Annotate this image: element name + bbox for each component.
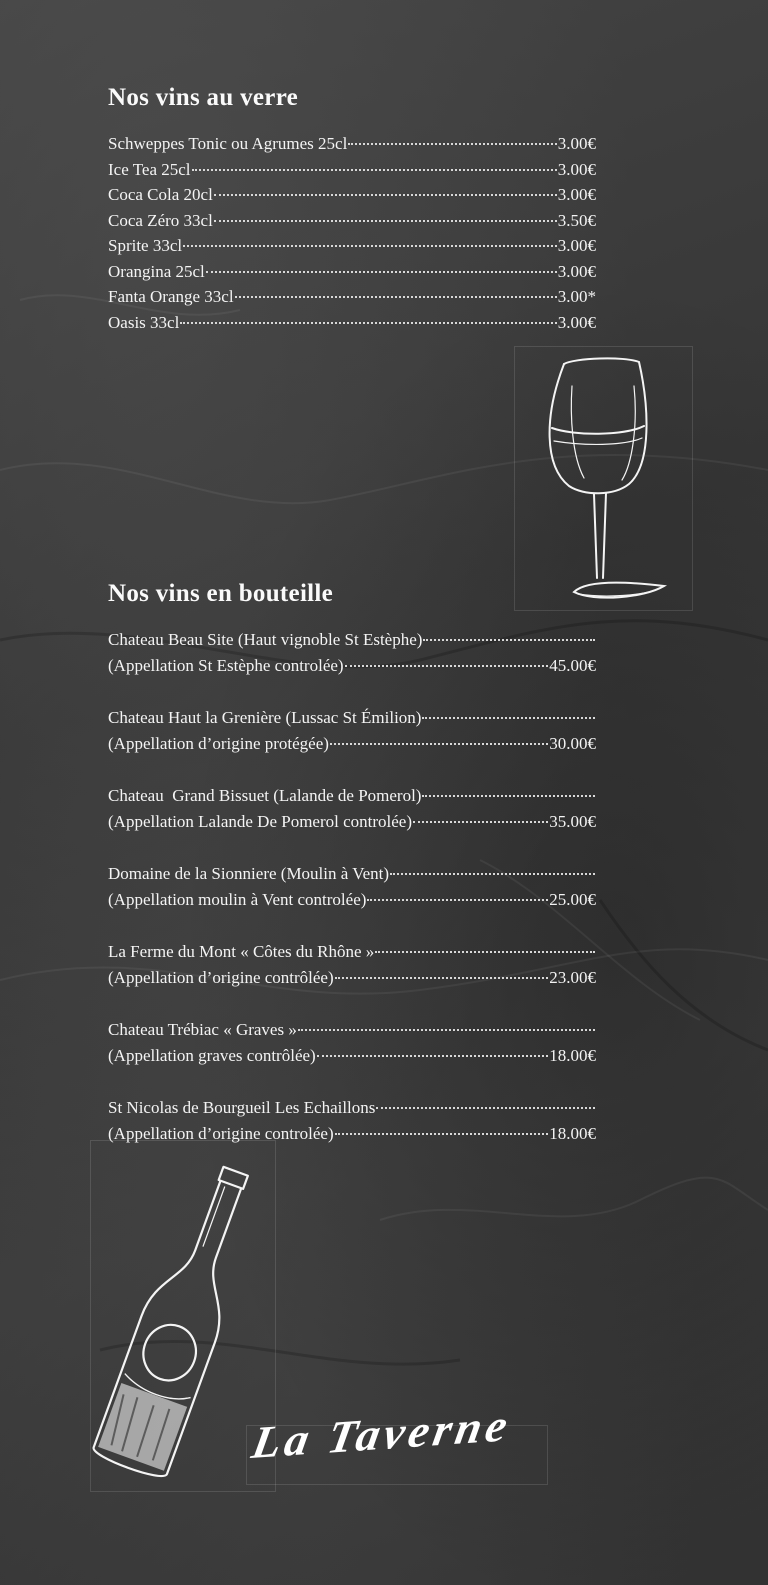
wine-appellation: (Appellation graves contrôlée)	[108, 1046, 316, 1065]
wine-price: 18.00€	[549, 1124, 596, 1143]
wine-name: Chateau Beau Site (Haut vignoble St Estèphe)	[108, 630, 423, 649]
item-label: Oasis 33cl	[108, 312, 180, 332]
bottle-item	[108, 1017, 596, 1069]
glass-item	[108, 182, 596, 208]
dot-leader	[214, 220, 557, 222]
bottle-section-title: Nos vins en bouteille	[108, 580, 334, 607]
wine-price: 45.00€	[549, 656, 596, 675]
item-label: Schweppes Tonic ou Agrumes 25cl	[108, 134, 348, 153]
wine-name: Chateau Haut la Grenière (Lussac St Émilion)	[108, 708, 422, 727]
glass-section-title: Nos vins au verre	[108, 84, 299, 111]
dot-leader	[335, 977, 549, 979]
wine-name: La Ferme du Mont « Côtes du Rhône »	[108, 942, 375, 961]
dot-leader	[183, 245, 557, 247]
item-price: 3.00€	[557, 312, 596, 332]
wine-appellation-line	[108, 1043, 596, 1069]
wine-appellation-line	[108, 731, 596, 757]
glass-menu-list	[108, 131, 596, 335]
bottle-item	[108, 705, 596, 757]
item-price: 3.00€	[557, 159, 596, 179]
bottle-item	[108, 783, 596, 835]
bottle-item	[108, 861, 596, 913]
item-price: 3.00€	[557, 261, 596, 281]
item-price: 3.00€	[557, 185, 596, 204]
wine-name-line	[108, 783, 596, 809]
glass-item	[108, 157, 596, 183]
bottle-item	[108, 627, 596, 679]
dot-leader	[348, 143, 556, 145]
wine-glass-icon	[514, 346, 694, 612]
glass-item	[108, 284, 596, 310]
wine-price: 23.00€	[549, 968, 596, 987]
wine-appellation: (Appellation d’origine protégée)	[108, 734, 329, 753]
wine-appellation: (Appellation St Estèphe controlée)	[108, 656, 344, 675]
wine-price: 18.00€	[549, 1046, 596, 1065]
wine-appellation: (Appellation Lalande De Pomerol controlée)	[108, 812, 412, 831]
dot-leader	[206, 271, 557, 273]
glass-item	[108, 259, 596, 285]
item-label: Orangina 25cl	[108, 261, 205, 281]
bottle-menu-list	[108, 627, 596, 1173]
dot-leader	[375, 951, 595, 953]
wine-name-line	[108, 627, 596, 653]
wine-appellation-line	[108, 965, 596, 991]
item-label: Coca Zéro 33cl	[108, 210, 213, 230]
wine-appellation-line	[108, 887, 596, 913]
dot-leader	[214, 194, 557, 196]
wine-name-line	[108, 705, 596, 731]
glass-item	[108, 310, 596, 336]
item-label: Ice Tea 25cl	[108, 159, 191, 179]
dot-leader	[235, 296, 557, 298]
dot-leader	[423, 639, 595, 641]
wine-name-line	[108, 861, 596, 887]
item-label: Coca Cola 20cl	[108, 185, 213, 204]
item-label: Fanta Orange 33cl	[108, 287, 234, 306]
dot-leader	[298, 1029, 595, 1031]
wine-name-line	[108, 939, 596, 965]
bottle-item	[108, 939, 596, 991]
wine-appellation-line	[108, 809, 596, 835]
wine-price: 25.00€	[549, 890, 596, 909]
wine-appellation: (Appellation d’origine controlée)	[108, 1124, 334, 1143]
dot-leader	[180, 322, 556, 324]
wine-name: Domaine de la Sionniere (Moulin à Vent)	[108, 864, 390, 883]
item-price: 3.00€	[557, 134, 596, 153]
item-price: 3.50€	[557, 210, 596, 230]
dot-leader	[413, 821, 548, 823]
wine-price: 30.00€	[549, 734, 596, 753]
item-label: Sprite 33cl	[108, 236, 183, 255]
dot-leader	[345, 665, 549, 667]
wine-appellation: (Appellation d’origine contrôlée)	[108, 968, 334, 987]
wine-name: Chateau Trébiac « Graves »	[108, 1020, 297, 1039]
glass-item	[108, 233, 596, 259]
wine-name-line	[108, 1095, 596, 1121]
wine-name: Chateau Grand Bissuet (Lalande de Pomerol)	[108, 786, 422, 805]
dot-leader	[192, 169, 557, 171]
dot-leader	[317, 1055, 549, 1057]
dot-leader	[422, 717, 595, 719]
item-price: 3.00€	[557, 236, 596, 255]
dot-leader	[376, 1107, 595, 1109]
dot-leader	[330, 743, 548, 745]
wine-name-line	[108, 1017, 596, 1043]
dot-leader	[335, 1133, 549, 1135]
wine-appellation-line	[108, 653, 596, 679]
glass-item	[108, 208, 596, 234]
glass-item	[108, 131, 596, 157]
wine-name: St Nicolas de Bourgueil Les Echaillons	[108, 1098, 376, 1117]
dot-leader	[422, 795, 595, 797]
wine-appellation: (Appellation moulin à Vent controlée)	[108, 890, 367, 909]
item-price: 3.00*	[557, 287, 596, 306]
restaurant-logo: La Taverne	[248, 1399, 516, 1469]
dot-leader	[390, 873, 595, 875]
wine-price: 35.00€	[549, 812, 596, 831]
dot-leader	[367, 899, 548, 901]
